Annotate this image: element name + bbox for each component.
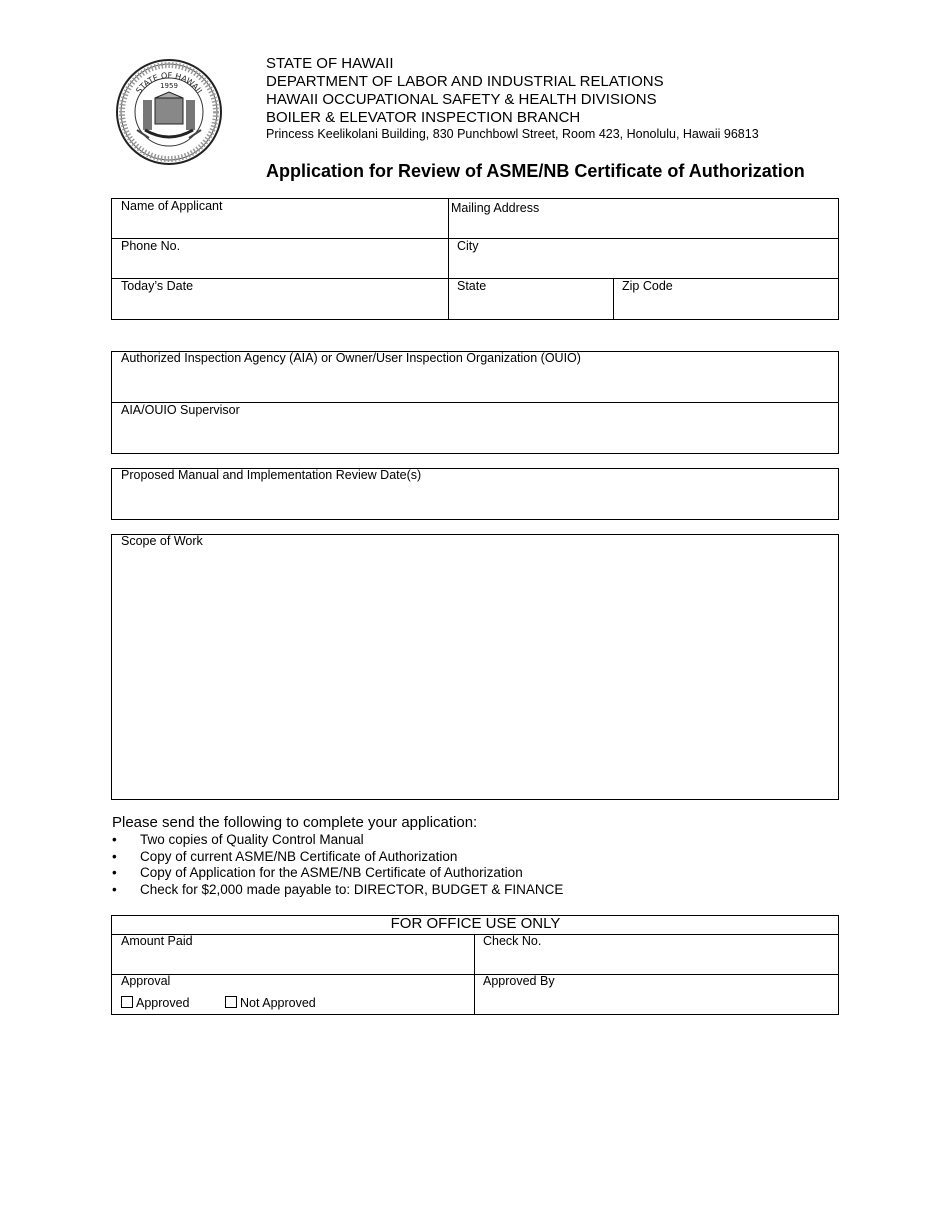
- amount-paid-field[interactable]: Amount Paid: [121, 934, 193, 948]
- review-dates-field[interactable]: Proposed Manual and Implementation Review Date(s): [121, 468, 422, 482]
- approved-checkbox[interactable]: [121, 996, 190, 1010]
- name-of-applicant-field[interactable]: Name of Applicant: [121, 199, 223, 213]
- header-department: DEPARTMENT OF LABOR AND INDUSTRIAL RELATIONS: [266, 73, 664, 90]
- scope-of-work-section: [111, 534, 839, 800]
- seal-year: 1959: [160, 82, 178, 90]
- zip-code-field[interactable]: Zip Code: [622, 279, 673, 293]
- instructions-heading: Please send the following to complete your application:: [112, 814, 478, 831]
- city-field[interactable]: City: [457, 239, 479, 253]
- phone-field[interactable]: Phone No.: [121, 239, 181, 253]
- aia-ouio-field[interactable]: Authorized Inspection Agency (AIA) or Owner/User Inspection Organization (OUIO): [121, 351, 581, 365]
- header-branch: BOILER & ELEVATOR INSPECTION BRANCH: [266, 109, 581, 126]
- state-field[interactable]: State: [457, 279, 487, 293]
- header-state: STATE OF HAWAII: [266, 55, 394, 72]
- mailing-address-field[interactable]: Mailing Address: [451, 201, 540, 215]
- seal-top-text: STATE OF HAWAII: [134, 70, 204, 96]
- scope-of-work-field[interactable]: Scope of Work: [121, 534, 203, 548]
- checkbox-icon: [225, 996, 237, 1008]
- approval-label: Approval: [121, 974, 171, 988]
- approved-checkbox-label: Approved: [136, 996, 190, 1010]
- not-approved-checkbox-label: Not Approved: [240, 996, 316, 1010]
- todays-date-field[interactable]: Today’s Date: [121, 279, 194, 293]
- form-title: Application for Review of ASME/NB Certificate of Authorization: [266, 161, 805, 181]
- header-division: HAWAII OCCUPATIONAL SAFETY & HEALTH DIVISIONS: [266, 91, 657, 108]
- approved-by-field[interactable]: Approved By: [483, 974, 555, 988]
- checkbox-icon: [121, 996, 133, 1008]
- not-approved-checkbox[interactable]: [225, 996, 316, 1010]
- check-no-field[interactable]: Check No.: [483, 934, 542, 948]
- office-use-heading: FOR OFFICE USE ONLY: [390, 915, 561, 932]
- applicant-section: [111, 198, 839, 320]
- state-seal-logo: [115, 58, 223, 166]
- aia-ouio-supervisor-field[interactable]: AIA/OUIO Supervisor: [121, 403, 240, 417]
- header-address: Princess Keelikolani Building, 830 Punchbowl Street, Room 423, Honolulu, Hawaii 96813: [266, 127, 759, 141]
